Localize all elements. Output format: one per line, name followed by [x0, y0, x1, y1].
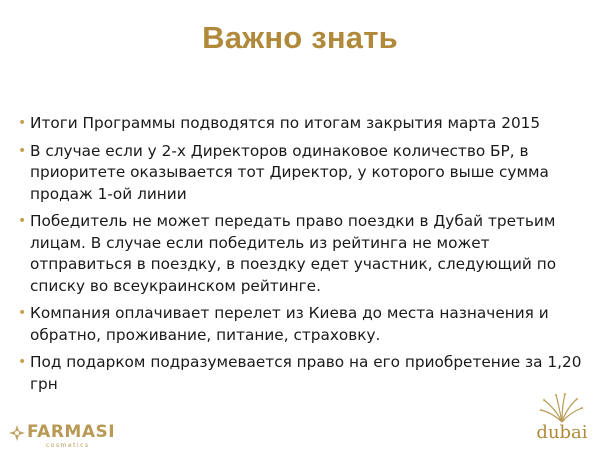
- bullet-dot: •: [18, 115, 27, 131]
- farmasi-logo-icon: [8, 424, 26, 442]
- bullet-dot: •: [18, 142, 27, 159]
- bullet-item: [18, 141, 588, 206]
- bullet-text: В случае если у 2-х Директоров одинаковое количество БР, в приоритете оказывается тот Директор, у которого выше сумма продаж 1-ой линии: [30, 141, 549, 203]
- slide-title: Важно знать: [202, 20, 398, 55]
- palm-emblem-icon: [530, 392, 594, 426]
- bullet-text: Под подарком подразумевается право на его приобретение за 1,20 грн: [30, 353, 582, 393]
- bullet-item: [18, 211, 588, 297]
- dubai-logo: [530, 392, 594, 448]
- bullet-dot: •: [18, 354, 27, 370]
- farmasi-wordmark: FARMASI: [27, 422, 116, 442]
- bullet-item: [18, 352, 588, 395]
- bullet-item: [18, 303, 588, 346]
- bullet-dot: •: [18, 305, 27, 321]
- farmasi-subtitle: cosmetics: [46, 442, 90, 449]
- bullet-list: [18, 113, 588, 401]
- bullet-text: Компания оплачивает перелет из Киева до места назначения и обратно, проживание, питание, страховку.: [30, 304, 549, 344]
- bullet-text: Итоги Программы подводятся по итогам закрытия марта 2015: [30, 114, 541, 132]
- bullet-dot: •: [18, 213, 27, 229]
- dubai-wordmark: dubai: [536, 422, 588, 443]
- bullet-item: [18, 113, 588, 135]
- farmasi-logo: [8, 422, 118, 448]
- bullet-text: Победитель не может передать право поездки в Дубай третьим лицам. В случае если победитель из рейтинга не может отправиться в поездку, в поездку едет участник, следующий по списку во всеукраинском рейтинге.: [30, 212, 557, 295]
